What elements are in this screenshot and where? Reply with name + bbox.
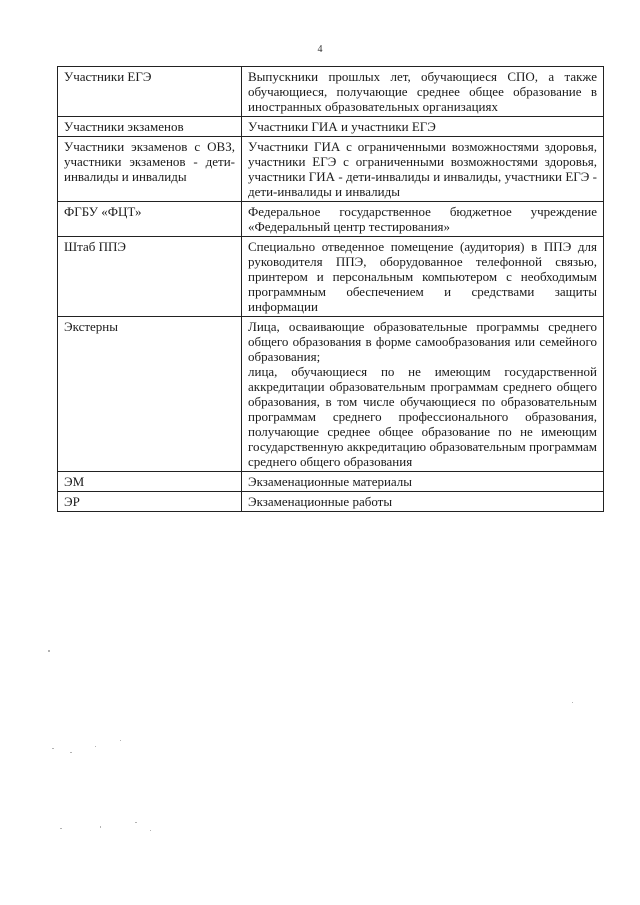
term-cell: Участники экзаменов <box>58 117 242 137</box>
definition-text: Экзаменационные работы <box>248 494 393 509</box>
term-cell: Экстерны <box>58 317 242 472</box>
scan-speck <box>572 702 573 703</box>
term-cell: ЭР <box>58 492 242 512</box>
definition-cell <box>242 317 604 472</box>
scan-speck <box>120 740 121 741</box>
definition-text: Участники ГИА с ограниченными возможностями здоровья, участники ЕГЭ с ограниченными возможностями здоровья, участники ГИА - дети-инвалиды и инвалиды, участники ЕГЭ - дети-инвалиды и инвалиды <box>248 139 597 199</box>
term-cell: Штаб ППЭ <box>58 237 242 317</box>
definition-cell <box>242 137 604 202</box>
definition-paragraph: Лица, осваивающие образовательные программы среднего общего образования в форме самообразования или семейного образования; <box>248 319 597 364</box>
scan-speck <box>70 752 72 753</box>
definition-text: Федеральное государственное бюджетное учреждение «Федеральный центр тестирования» <box>248 204 597 234</box>
scan-speck <box>135 822 137 823</box>
table-row <box>58 237 604 317</box>
table-row <box>58 202 604 237</box>
definition-paragraph: лица, обучающиеся по не имеющим государственной аккредитации образовательным программам среднего общего образования, в том числе обучающиеся по образовательным программам среднего профессионального образования, получающие среднее общее образование по не имеющим государственную аккредитацию образовательным программам среднего общего образования <box>248 364 597 469</box>
definition-text: Выпускники прошлых лет, обучающиеся СПО, а также обучающиеся, получающие среднее общее образование в иностранных образовательных организациях <box>248 69 597 114</box>
scan-speck <box>48 650 50 652</box>
scan-speck <box>52 748 54 749</box>
term-cell: ЭМ <box>58 472 242 492</box>
definition-text: Участники ГИА и участники ЕГЭ <box>248 119 436 134</box>
term-cell: Участники ЕГЭ <box>58 67 242 117</box>
definition-text: Специально отведенное помещение (аудитория) в ППЭ для руководителя ППЭ, оборудованное телефонной связью, принтером и персональным компьютером с необходимым программным обеспечением и средствами защиты информации <box>248 239 597 314</box>
definition-cell <box>242 67 604 117</box>
scan-speck <box>100 826 101 828</box>
scan-speck <box>95 746 96 747</box>
terms-table <box>57 66 604 512</box>
table-row <box>58 472 604 492</box>
term-cell: Участники экзаменов с ОВЗ, участники экзаменов - дети-инвалиды и инвалиды <box>58 137 242 202</box>
table-row <box>58 137 604 202</box>
scan-speck <box>150 830 151 831</box>
definition-text: Экзаменационные материалы <box>248 474 413 489</box>
definition-cell <box>242 117 604 137</box>
definition-cell <box>242 472 604 492</box>
table-row <box>58 317 604 472</box>
definition-cell <box>242 202 604 237</box>
table-row <box>58 67 604 117</box>
table-row <box>58 117 604 137</box>
definition-cell <box>242 492 604 512</box>
term-cell: ФГБУ «ФЦТ» <box>58 202 242 237</box>
scan-speck <box>60 828 62 829</box>
table-row <box>58 492 604 512</box>
page-number: 4 <box>317 44 323 55</box>
definition-cell <box>242 237 604 317</box>
